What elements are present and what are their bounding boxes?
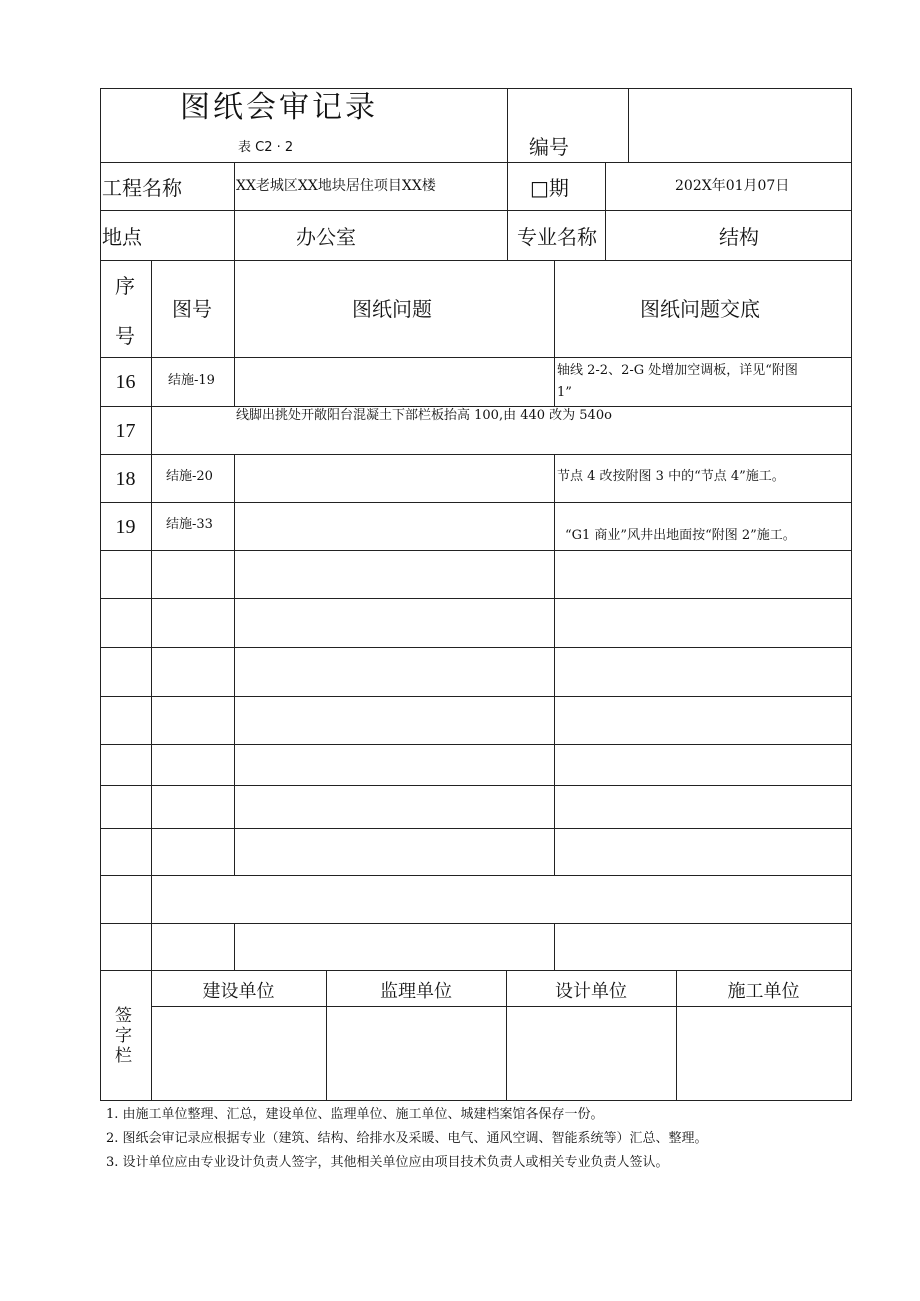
col-seq-bottom: 号 bbox=[115, 324, 135, 348]
divider-row-e1 bbox=[100, 598, 852, 599]
divider-info-a bbox=[234, 162, 235, 260]
discipline-label: 专业名称 bbox=[517, 225, 597, 249]
border-right bbox=[851, 88, 852, 1101]
signature-contractor: 施工单位 bbox=[727, 981, 800, 1002]
divider-col-drawing-b bbox=[234, 454, 235, 875]
divider-row-19 bbox=[100, 550, 852, 551]
col-response: 图纸问题交底 bbox=[640, 297, 760, 321]
location-value: 办公室 bbox=[296, 225, 356, 249]
page-title: 图纸会审记录 bbox=[180, 90, 378, 125]
project-name-value: XX老城区XX地块居住项目XX楼 bbox=[236, 178, 436, 194]
project-name-label: 工程名称 bbox=[102, 176, 182, 200]
divider-colheader bbox=[100, 357, 852, 358]
date-value: 202X年01月07日 bbox=[675, 178, 790, 194]
divider-info-b bbox=[507, 162, 508, 260]
signature-supervisor: 监理单位 bbox=[380, 981, 452, 1002]
divider-row-e7 bbox=[100, 875, 852, 876]
row-19-drawing: 结施-33 bbox=[166, 517, 213, 532]
border-bottom bbox=[100, 1100, 852, 1101]
row-16-response-line1: 轴线 2-2、2-G 处增加空调板，详见“附图 bbox=[557, 363, 798, 378]
divider-row-e3 bbox=[100, 696, 852, 697]
col-drawing-no: 图号 bbox=[172, 297, 212, 321]
signature-label: 签字栏 bbox=[115, 1006, 132, 1066]
divider-header bbox=[100, 162, 852, 163]
border-left bbox=[100, 88, 101, 1101]
divider-sign-header bbox=[151, 1006, 852, 1007]
row-19-seq: 19 bbox=[115, 516, 136, 538]
divider-info-c bbox=[605, 162, 606, 260]
divider-row-e8 bbox=[100, 923, 852, 924]
divider-project bbox=[100, 210, 852, 211]
note-1: 1. 由施工单位整理、汇总，建设单位、监理单位、施工单位、城建档案馆各保存一份。 bbox=[106, 1107, 604, 1122]
date-label: □期 bbox=[530, 176, 569, 200]
row-18-response: 节点 4 改按附图 3 中的“节点 4”施工。 bbox=[557, 469, 785, 484]
divider-row-e6 bbox=[100, 828, 852, 829]
col-seq-top: 序 bbox=[115, 274, 135, 298]
border-top bbox=[100, 88, 852, 89]
divider-header-right bbox=[628, 88, 629, 162]
row-16-seq: 16 bbox=[115, 371, 136, 393]
row-16-response-line2: 1” bbox=[557, 385, 572, 400]
divider-col-issue-b bbox=[554, 454, 555, 875]
table-code: 表 C2 · 2 bbox=[238, 140, 294, 155]
divider-row-18 bbox=[100, 502, 852, 503]
row-19-response: “G1 商业”风井出地面按“附图 2”施工。 bbox=[565, 528, 796, 543]
signature-owner: 建设单位 bbox=[202, 981, 275, 1002]
divider-row-e5 bbox=[100, 785, 852, 786]
divider-header-mid bbox=[507, 88, 508, 162]
divider-row-17 bbox=[100, 454, 852, 455]
row-16-drawing: 结施-19 bbox=[168, 373, 215, 388]
divider-location bbox=[100, 260, 852, 261]
divider-row-16 bbox=[100, 406, 852, 407]
row-18-seq: 18 bbox=[115, 468, 136, 490]
divider-row-e4 bbox=[100, 744, 852, 745]
row-17-seq: 17 bbox=[115, 420, 136, 442]
row-18-drawing: 结施-20 bbox=[166, 469, 213, 484]
location-label: 地点 bbox=[102, 225, 142, 249]
divider-col-issue-c bbox=[554, 923, 555, 970]
divider-row-e2 bbox=[100, 647, 852, 648]
number-label: 编号 bbox=[529, 135, 569, 159]
divider-col-issue-a bbox=[554, 260, 555, 406]
note-3: 3. 设计单位应由专业设计负责人签字，其他相关单位应由项目技术负责人或相关专业负责人签认。 bbox=[106, 1155, 669, 1170]
review-record-form bbox=[100, 88, 852, 1101]
row-17-issue: 线脚出挑处开敞阳台混凝土下部栏板抬高 100,由 440 改为 540o bbox=[236, 408, 612, 423]
note-2: 2. 图纸会审记录应根据专业（建筑、结构、给排水及采暖、电气、通风空调、智能系统等）汇总、整理。 bbox=[106, 1131, 708, 1146]
signature-designer: 设计单位 bbox=[555, 981, 627, 1002]
divider-row-e9 bbox=[100, 970, 852, 971]
divider-col-drawing-c bbox=[234, 923, 235, 970]
discipline-value: 结构 bbox=[719, 225, 759, 249]
divider-col-drawing-a bbox=[234, 260, 235, 406]
divider-col-seq bbox=[151, 260, 152, 1101]
col-issue: 图纸问题 bbox=[352, 297, 432, 321]
